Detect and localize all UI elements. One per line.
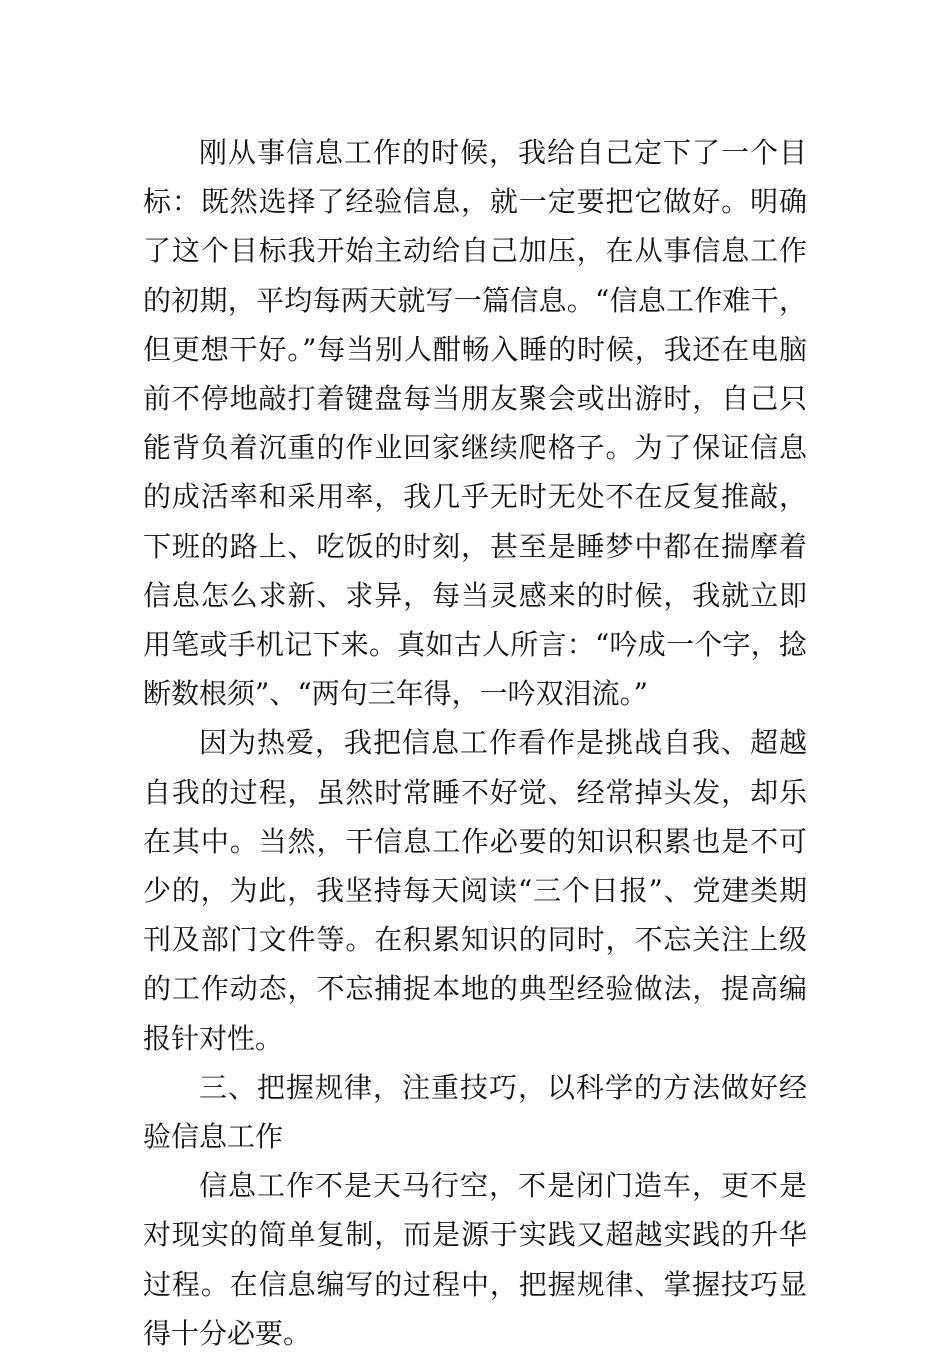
body-paragraph: 信息工作不是天马行空，不是闭门造车，更不是对现实的简单复制，而是源于实践又超越实践的升华过程。在信息编写的过程中，把握规律、掌握技巧显得十分必要。 [143,1169,807,1350]
body-paragraph: 刚从事信息工作的时候，我给自己定下了一个目标：既然选择了经验信息，就一定要把它做好。明确了这个目标我开始主动给自己加压，在从事信息工作的初期，平均每两天就写一篇信息。“信息工作难干，但更想干好。”每当别人酣畅入睡的时候，我还在电脑前不停地敲打着键盘每当朋友聚会或出游时，自己只能背负着沉重的作业回家继续爬格子。为了保证信息的成活率和采用率，我几乎无时无处不在反复推敲，下班的路上、吃饭的时刻，甚至是睡梦中都在揣摩着信息怎么求新、求异，每当灵感来的时候，我就立即用笔或手机记下来。真如古人所言：“吟成一个字，捻断数根须”、“两句三年得，一吟双泪流。” [143,136,807,711]
document-body [143,128,807,1358]
section-heading: 三、把握规律，注重技巧，以科学的方法做好经验信息工作 [143,1070,807,1154]
body-paragraph: 因为热爱，我把信息工作看作是挑战自我、超越自我的过程，虽然时常睡不好觉、经常掉头发，却乐在其中。当然，干信息工作必要的知识积累也是不可少的，为此，我坚持每天阅读“三个日报”、党建类期刊及部门文件等。在积累知识的同时，不忘关注上级的工作动态，不忘捕捉本地的典型经验做法，提高编报针对性。 [143,726,807,1055]
